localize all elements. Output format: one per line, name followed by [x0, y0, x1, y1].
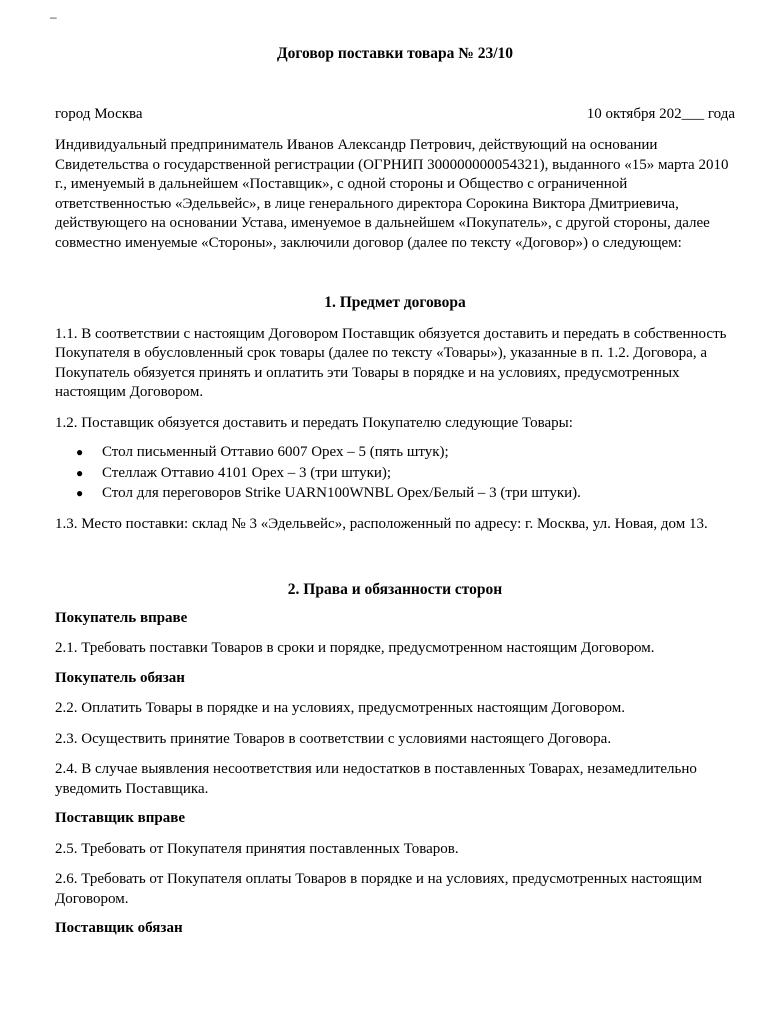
goods-item-text: Стеллаж Оттавио 4101 Орех – 3 (три штуки);	[102, 464, 392, 481]
city: город Москва	[55, 105, 143, 122]
city-date-line	[55, 105, 735, 125]
list-item	[55, 443, 735, 463]
section-2-title: 2. Права и обязанности сторон	[287, 581, 503, 598]
clause-1-1: 1.1. В соответствии с настоящим Договором Поставщик обязуется доставить и передать в собственность Покупателя в обусловленный срок товары (далее по тексту «Товары»), указанные в п. 1.2. Договора, а Покупатель обязуется принять и оплатить эти Товары в порядке и на условиях, предусмотренных настоящим Договором.	[55, 325, 727, 400]
preamble: Индивидуальный предприниматель Иванов Александр Петрович, действующий на основании Свидетельства о государственной регистрации (ОГРНИП 300000000054321), выданного «15» марта 2010 г., именуемый в дальнейшем «Поставщик», с одной стороны и Общество с ограниченной ответственностью «Эдельвейс», в лице генерального директора Сорокина Виктора Дмитриевича, действующего на основании Устава, именуемое в дальнейшем «Покупатель», с другой стороны, далее совместно именуемые «Стороны», заключили договор (далее по тексту «Договор») о следующем:	[55, 137, 729, 251]
goods-list	[55, 443, 735, 504]
contract-date: 10 октября 202___ года	[586, 105, 735, 122]
clause-1-3: 1.3. Место поставки: склад № 3 «Эдельвейс», расположенный по адресу: г. Москва, ул. Новая, дом 13.	[55, 515, 708, 532]
buyer-duties-heading: Покупатель обязан	[55, 669, 185, 686]
corner-mark: –	[50, 10, 57, 24]
clause-2-2: 2.2. Оплатить Товары в порядке и на условиях, предусмотренных настоящим Договором.	[55, 700, 626, 716]
clause-2-5: 2.5. Требовать от Покупателя принятия поставленных Товаров.	[55, 840, 459, 857]
clause-2-6: 2.6. Требовать от Покупателя оплаты Товаров в порядке и на условиях, предусмотренных настоящим Договором.	[55, 871, 702, 907]
supplier-rights-heading: Поставщик вправе	[55, 810, 186, 826]
document-page	[55, 44, 735, 939]
clause-1-2: 1.2. Поставщик обязуется доставить и передать Покупателю следующие Товары:	[55, 414, 573, 431]
list-item	[55, 484, 735, 504]
bullet-icon: ●	[76, 445, 84, 459]
clause-2-1: 2.1. Требовать поставки Товаров в сроки и порядке, предусмотренном настоящим Договором.	[55, 640, 655, 656]
goods-item-text: Стол для переговоров Strike UARN100WNBL Орех/Белый – 3 (три штуки).	[102, 485, 581, 501]
document-title: Договор поставки товара № 23/10	[276, 45, 514, 62]
section-1-title: 1. Предмет договора	[324, 294, 466, 311]
bullet-icon: ●	[76, 465, 84, 480]
list-item	[55, 464, 735, 484]
goods-item-text: Стол письменный Оттавио 6007 Орех – 5 (пять штук);	[102, 444, 449, 460]
bullet-icon: ●	[76, 486, 84, 500]
clause-2-4: 2.4. В случае выявления несоответствия или недостатков в поставленных Товарах, незамедлительно уведомить Поставщика.	[55, 761, 697, 797]
buyer-rights-heading: Покупатель вправе	[55, 609, 188, 626]
clause-2-3: 2.3. Осуществить принятие Товаров в соответствии с условиями настоящего Договора.	[55, 730, 612, 747]
supplier-duties-heading: Поставщик обязан	[55, 920, 183, 936]
